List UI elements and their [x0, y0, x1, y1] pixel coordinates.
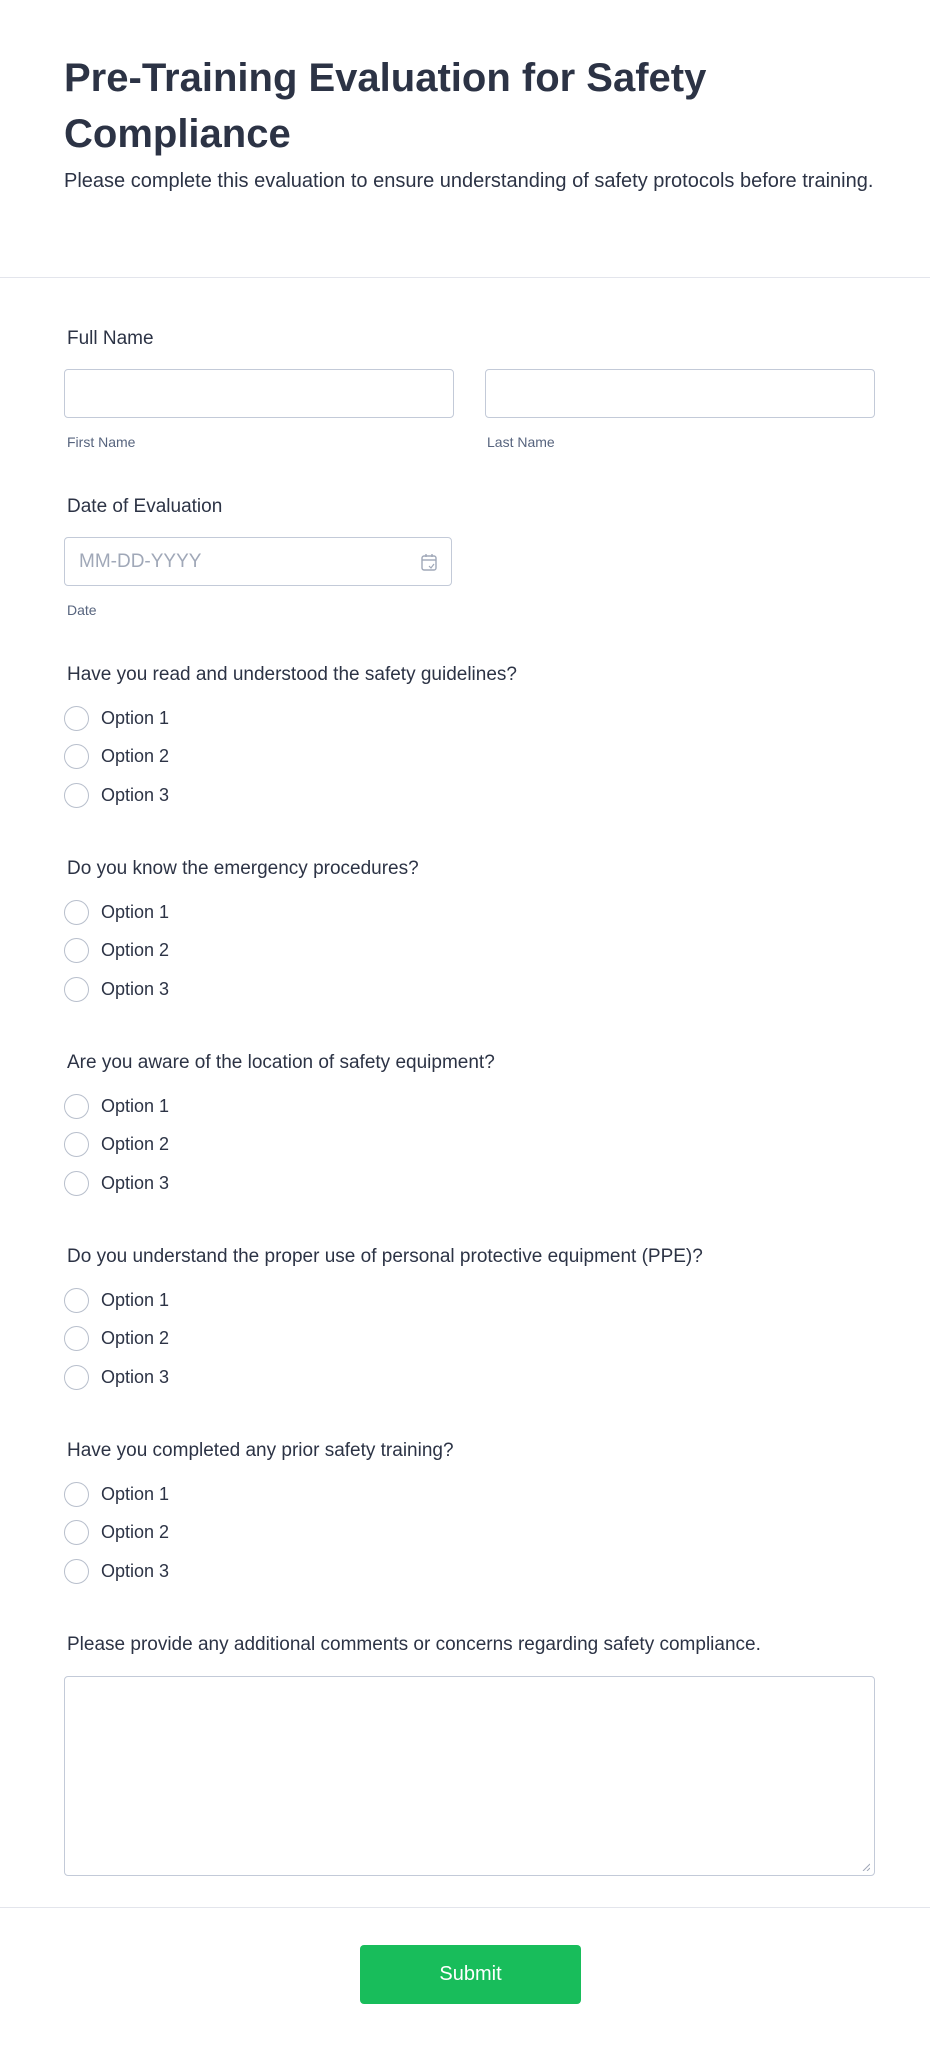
radio-option[interactable]: [64, 705, 169, 731]
radio-option[interactable]: [64, 782, 169, 808]
last-name-input[interactable]: [485, 369, 875, 418]
radio-button[interactable]: [64, 1559, 89, 1584]
radio-option-label[interactable]: Option 2: [101, 940, 170, 961]
radio-option[interactable]: [64, 1170, 169, 1196]
radio-button[interactable]: [64, 1132, 89, 1157]
last-name-sublabel: Last Name: [487, 434, 555, 450]
radio-option[interactable]: [64, 1558, 169, 1584]
date-placeholder: MM-DD-YYYY: [79, 551, 202, 572]
radio-option[interactable]: [64, 1287, 169, 1313]
first-name-sublabel: First Name: [67, 434, 136, 450]
submit-button[interactable]: Submit: [360, 1945, 581, 2004]
radio-button[interactable]: [64, 1288, 89, 1313]
radio-option[interactable]: [64, 1093, 169, 1119]
footer-divider: [0, 1907, 930, 1908]
resize-handle-icon[interactable]: [862, 1863, 870, 1871]
radio-option[interactable]: [64, 1481, 169, 1507]
question-label: Have you read and understood the safety guidelines?: [67, 664, 517, 685]
radio-button[interactable]: [64, 783, 89, 808]
radio-option-label[interactable]: Option 1: [101, 1483, 170, 1504]
radio-button[interactable]: [64, 900, 89, 925]
radio-button[interactable]: [64, 1520, 89, 1545]
question-label: Have you completed any prior safety training?: [67, 1440, 454, 1461]
radio-option[interactable]: [64, 976, 169, 1002]
question-label: Do you understand the proper use of personal protective equipment (PPE)?: [67, 1246, 703, 1267]
full-name-label: Full Name: [67, 328, 154, 349]
radio-button[interactable]: [64, 938, 89, 963]
radio-option[interactable]: [64, 744, 169, 770]
radio-option-label[interactable]: Option 3: [101, 978, 170, 999]
date-label: Date of Evaluation: [67, 496, 223, 517]
radio-option-label[interactable]: Option 2: [101, 1134, 170, 1155]
comments-textarea[interactable]: [64, 1676, 875, 1876]
question-label: Do you know the emergency procedures?: [67, 858, 419, 879]
radio-option[interactable]: [64, 1520, 169, 1546]
radio-option-label[interactable]: Option 1: [101, 1095, 170, 1116]
header-divider: [0, 277, 930, 278]
radio-option-label[interactable]: Option 1: [101, 901, 170, 922]
radio-option-label[interactable]: Option 1: [101, 707, 170, 728]
comments-label: Please provide any additional comments or concerns regarding safety compliance.: [67, 1634, 761, 1655]
radio-option-label[interactable]: Option 3: [101, 1172, 170, 1193]
radio-option[interactable]: [64, 1132, 169, 1158]
radio-option-label[interactable]: Option 2: [101, 1522, 170, 1543]
calendar-icon[interactable]: [421, 553, 437, 571]
radio-option-label[interactable]: Option 3: [101, 1560, 170, 1581]
radio-option-label[interactable]: Option 2: [101, 1328, 170, 1349]
radio-button[interactable]: [64, 1365, 89, 1390]
form-header: [64, 50, 884, 197]
first-name-input[interactable]: [64, 369, 454, 418]
question-label: Are you aware of the location of safety equipment?: [67, 1052, 495, 1073]
radio-option[interactable]: [64, 899, 169, 925]
radio-option-label[interactable]: Option 3: [101, 784, 170, 805]
radio-button[interactable]: [64, 706, 89, 731]
radio-button[interactable]: [64, 1171, 89, 1196]
radio-button[interactable]: [64, 977, 89, 1002]
form-title: Pre-Training Evaluation for Safety Compliance: [64, 56, 707, 156]
date-sublabel: Date: [67, 602, 97, 618]
radio-option[interactable]: [64, 1326, 169, 1352]
radio-option[interactable]: [64, 938, 169, 964]
radio-option[interactable]: [64, 1364, 169, 1390]
date-input[interactable]: [64, 537, 452, 586]
form-subtitle: Please complete this evaluation to ensure understanding of safety protocols before training.: [64, 170, 874, 192]
radio-button[interactable]: [64, 1482, 89, 1507]
radio-option-label[interactable]: Option 3: [101, 1366, 170, 1387]
radio-option-label[interactable]: Option 1: [101, 1289, 170, 1310]
radio-button[interactable]: [64, 1094, 89, 1119]
radio-option-label[interactable]: Option 2: [101, 746, 170, 767]
radio-button[interactable]: [64, 1326, 89, 1351]
radio-button[interactable]: [64, 744, 89, 769]
